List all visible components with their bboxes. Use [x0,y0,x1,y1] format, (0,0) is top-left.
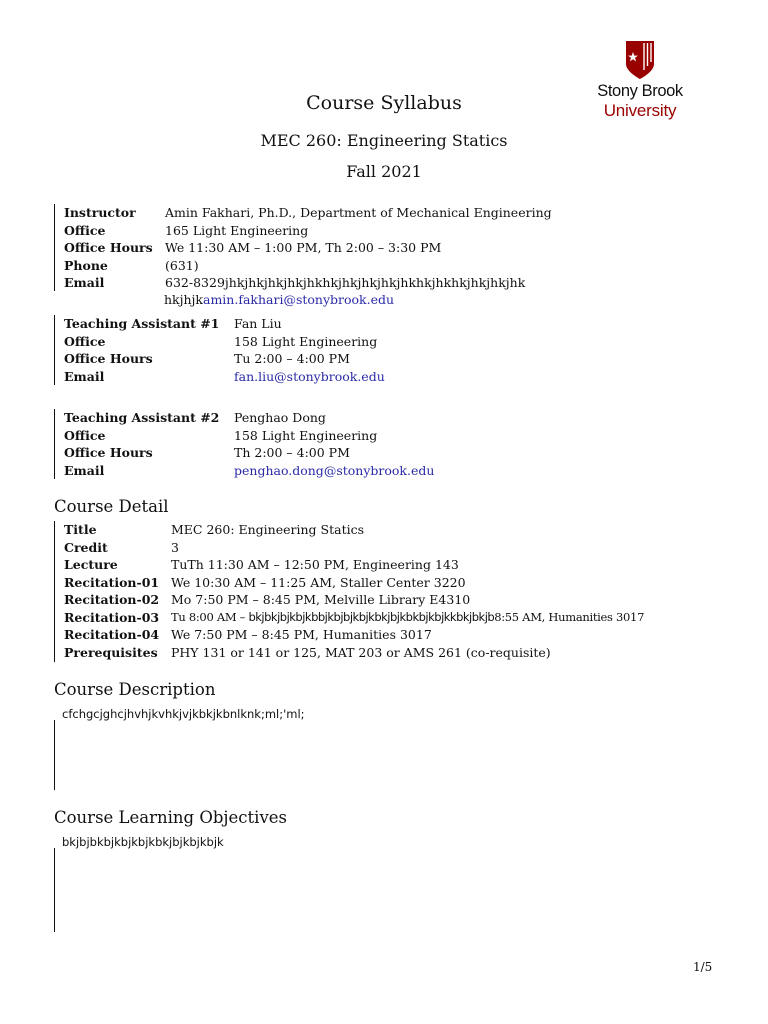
info-key: Email [64,368,105,384]
info-value: Amin Fakhari, Ph.D., Department of Mechanical Engineering [165,205,552,220]
info-key: Teaching Assistant #2 [64,410,220,425]
page-number: 1/5 [693,960,713,974]
description-rule [54,720,55,790]
detail-value: PHY 131 or 141 or 125, MAT 203 or AMS 261 (co-requisite) [171,644,551,660]
detail-value: 3 [171,539,179,555]
logo-wordmark-line1: Stony Brook [597,82,683,100]
info-key: Instructor [64,205,136,220]
objectives-rule [54,848,55,932]
instructor-block [54,204,552,291]
detail-key: Recitation-01 [64,574,160,590]
detail-value: We 7:50 PM – 8:45 PM, Humanities 3017 [171,627,432,642]
info-key: Office Hours [64,351,153,366]
info-key: Email [64,275,105,290]
info-key: Office Hours [64,445,153,460]
detail-value: TuTh 11:30 AM – 12:50 PM, Engineering 143 [171,557,459,572]
course-detail-block [54,521,645,662]
detail-value: We 10:30 AM – 11:25 AM, Staller Center 3220 [171,574,466,590]
ta2-block [54,409,435,479]
course-description-text: cfchgcjghcjhvhjkvhkjvjkbkjkbnlknk;ml;'ml; [62,707,305,721]
ta1-block [54,315,385,385]
info-key: Office [64,427,106,443]
detail-key: Recitation-03 [64,609,160,625]
info-key: Office [64,222,106,238]
email-prefix: hkjhjk [164,292,204,307]
info-key: Office Hours [64,240,153,255]
detail-value [171,609,644,627]
info-value: (631) [165,257,199,273]
detail-value: Mo 7:50 PM – 8:45 PM, Melville Library E4310 [171,592,471,607]
email-continuation-row [54,291,554,309]
course-detail-heading: Course Detail [54,497,169,516]
detail-value-part: bkjbkjbjkbjkbbjkbjbjkbjkbkjbjkbkbjkbjkkbkjbkjb [248,609,495,624]
detail-value-part: 8:55 AM, Humanities 3017 [494,609,645,624]
info-value: Th 2:00 – 4:00 PM [234,445,350,460]
page-title: Course Syllabus [306,92,462,114]
info-value: Penghao Dong [234,410,326,425]
info-value: 158 Light Engineering [234,333,378,349]
detail-key: Lecture [64,557,118,572]
info-key: Phone [64,257,108,273]
detail-value: MEC 260: Engineering Statics [171,522,364,537]
detail-key: Recitation-04 [64,627,160,642]
shield-logo-icon [624,40,656,80]
info-value: 165 Light Engineering [165,222,309,238]
ta1-email-link[interactable]: fan.liu@stonybrook.edu [234,368,385,384]
detail-key: Recitation-02 [64,592,160,607]
info-key: Email [64,462,105,478]
info-value: Tu 2:00 – 4:00 PM [234,351,350,366]
instructor-email-text: 632-8329jhkjhkjhkjhkjhkhkjhkjhkjhkjhkhkjhkhkjhkjhkjhk [165,275,526,290]
course-term: Fall 2021 [346,162,422,181]
info-key: Teaching Assistant #1 [64,316,220,331]
detail-key: Title [64,522,97,537]
detail-key: Prerequisites [64,644,158,660]
info-value: We 11:30 AM – 1:00 PM, Th 2:00 – 3:30 PM [165,240,442,255]
info-value: 158 Light Engineering [234,427,378,443]
course-name: MEC 260: Engineering Statics [260,131,508,150]
detail-key: Credit [64,539,108,555]
learning-objectives-heading: Course Learning Objectives [54,808,288,827]
ta2-email-link[interactable]: penghao.dong@stonybrook.edu [234,462,435,478]
info-key: Office [64,333,106,349]
info-value: Fan Liu [234,316,282,331]
learning-objectives-text: bkjbjbkbjkbjkbjkbkjbjkbjkbjk [62,835,224,849]
course-description-heading: Course Description [54,680,216,699]
instructor-email-link[interactable]: amin.fakhari@stonybrook.edu [203,292,395,307]
detail-value-part: Tu 8:00 AM – [171,609,249,624]
logo-wordmark-line2: University [603,101,677,120]
